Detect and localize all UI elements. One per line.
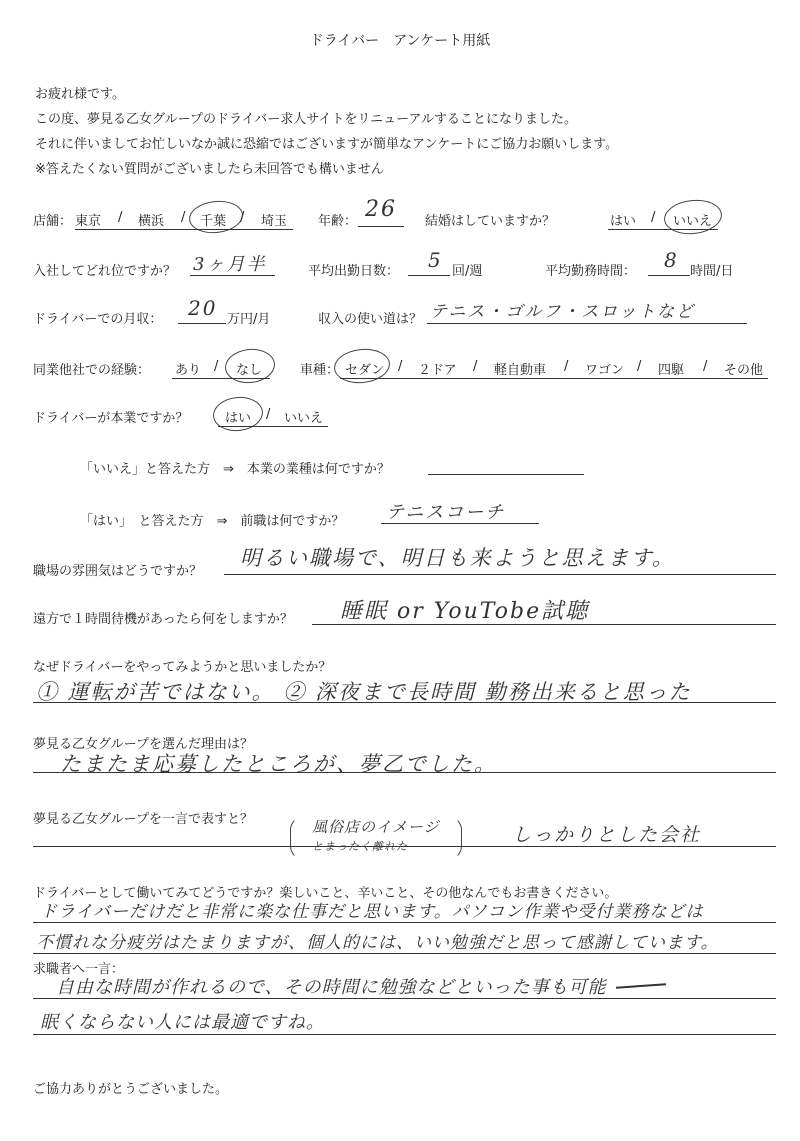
one-word-label: 夢見る乙女グループを一言で表すと？ — [33, 812, 253, 827]
underline — [75, 229, 293, 230]
car-sep: / — [564, 359, 569, 374]
store-option-yokohama[interactable]: 横浜 — [138, 214, 165, 229]
selected-circle — [211, 394, 264, 433]
main-job-option-yes[interactable]: はい — [225, 411, 252, 426]
days-underline — [408, 275, 450, 276]
atmosphere-underline — [224, 574, 776, 575]
experience-free-answer-1[interactable]: ドライバーだけだと非常に楽な仕事だと思います。パソコン作業や受付業務などは — [40, 902, 704, 922]
car-option-kei[interactable]: 軽自動車 — [494, 363, 547, 378]
income-unit: 万円/月 — [227, 312, 271, 327]
to-applicants-label: 求職者へ一言： — [33, 962, 125, 977]
intro-line-2: この度、夢見る乙女グループのドライバー求人サイトをリニューアルすることになりました。 — [35, 112, 577, 127]
car-option-wagon[interactable]: ワゴン — [585, 363, 625, 378]
underline — [218, 426, 328, 427]
store-option-saitama[interactable]: 埼玉 — [261, 214, 288, 229]
to-applicants-answer-1[interactable]: 自由な時間が作れるので、その時間に勉強などといった事も可能 — [56, 977, 607, 998]
car-sep: / — [473, 359, 478, 374]
experience-option-no[interactable]: なし — [236, 363, 263, 378]
one-word-underline — [33, 846, 776, 847]
usage-underline — [427, 323, 747, 324]
closing-text: ご協力ありがとうございました。 — [33, 1082, 229, 1097]
car-sep: / — [637, 359, 642, 374]
wait-answer[interactable]: 睡眠 or YouTobe試聴 — [340, 599, 590, 624]
usage-answer[interactable]: テニス・ゴルフ・スロットなど — [430, 302, 695, 322]
selected-circle — [662, 197, 723, 237]
experience-free-underline-2 — [33, 953, 776, 954]
experience-free-underline-1 — [33, 922, 776, 923]
if-yes-underline — [381, 523, 539, 524]
married-option-no[interactable]: いいえ — [673, 214, 713, 229]
to-applicants-underline-2 — [33, 1034, 776, 1035]
one-word-paren-line-1[interactable]: 風俗店のイメージ — [312, 818, 440, 836]
intro-line-4: ※答えたくない質問がございましたら未回答でも構いません — [35, 162, 384, 177]
store-label: 店舗： — [33, 214, 73, 229]
hours-label: 平均勤務時間： — [545, 264, 637, 279]
car-option-other[interactable]: その他 — [724, 363, 764, 378]
if-no-label: 「いいえ」と答えた方 ⇒ 本業の業種は何ですか？ — [80, 462, 390, 477]
to-applicants-answer-2[interactable]: 眠くならない人には最適ですね。 — [40, 1012, 325, 1033]
reason-answer[interactable]: たまたま応募したところが、夢乙でした。 — [60, 752, 497, 776]
one-word-answer[interactable]: しっかりとした会社 — [512, 824, 702, 846]
experience-option-yes[interactable]: あり — [175, 363, 202, 378]
main-job-sep: / — [266, 407, 271, 422]
store-sep: / — [240, 210, 245, 225]
store-option-tokyo[interactable]: 東京 — [75, 214, 102, 229]
main-job-label: ドライバーが本業ですか？ — [33, 411, 189, 426]
if-no-answer-line[interactable] — [428, 474, 584, 475]
usage-label: 収入の使い道は？ — [318, 312, 423, 327]
car-option-4wd[interactable]: 四駆 — [658, 363, 685, 378]
experience-free-answer-2[interactable]: 不慣れな分疲労はたまりますが、個人的には、いい勉強だと思って感謝しています。 — [36, 933, 719, 953]
intro-line-3: それに伴いましてお忙しいなか誠に恐縮ではございますが簡単なアンケートにご協力お願いします。 — [35, 137, 619, 152]
income-underline — [178, 323, 226, 324]
underline — [172, 378, 270, 379]
selected-circle — [332, 346, 391, 386]
hours-underline — [648, 275, 690, 276]
main-job-option-no[interactable]: いいえ — [284, 411, 324, 426]
income-answer[interactable]: 20 — [188, 296, 218, 320]
underline — [340, 378, 768, 379]
underline — [608, 229, 718, 230]
store-sep: / — [181, 210, 186, 225]
reason-underline — [33, 772, 776, 773]
experience-free-label: ドライバーとして働いてみてどうですか？楽しいこと、辛いこと、その他なんでもお書きください。 — [33, 886, 618, 901]
reason-label: 夢見る乙女グループを選んだ理由は？ — [33, 737, 253, 752]
married-option-yes[interactable]: はい — [610, 214, 637, 229]
hours-answer[interactable]: 8 — [664, 248, 679, 272]
atmosphere-answer[interactable]: 明るい職場で、明日も来ようと思えます。 — [240, 546, 675, 570]
wait-underline — [312, 624, 776, 625]
why-answer[interactable]: ① 運転が苦ではない。 ② 深夜まで長時間 勤務出来ると思った — [36, 680, 692, 704]
hours-unit: 時間/日 — [690, 264, 734, 279]
married-label: 結婚はしていますか？ — [425, 214, 556, 229]
car-option-sedan[interactable]: セダン — [345, 363, 385, 378]
if-yes-label: 「はい」 と答えた方 ⇒ 前職は何ですか？ — [80, 514, 345, 529]
car-sep: / — [703, 359, 708, 374]
survey-title: ドライバー アンケート用紙 — [309, 33, 491, 49]
store-option-chiba[interactable]: 千葉 — [200, 214, 227, 229]
age-underline — [358, 226, 404, 227]
if-yes-answer[interactable]: テニスコーチ — [386, 502, 506, 523]
why-underline — [33, 702, 776, 703]
car-option-2door[interactable]: ２ドア — [418, 363, 457, 378]
one-word-paren-line-2[interactable]: とまったく離れた — [312, 840, 408, 853]
selected-circle — [187, 198, 244, 235]
why-label: なぜドライバーをやってみようかと思いましたか？ — [33, 660, 332, 675]
days-unit: 回/週 — [452, 264, 483, 279]
car-sep: / — [398, 359, 403, 374]
experience-sep: / — [214, 359, 219, 374]
age-answer[interactable]: 26 — [365, 197, 397, 222]
tenure-label: 入社してどれ位ですか？ — [33, 264, 177, 279]
wait-label: 遠方で１時間待機があったら何をしますか？ — [33, 612, 293, 627]
age-label: 年齢： — [318, 214, 358, 229]
income-label: ドライバーでの月収： — [33, 312, 163, 327]
to-applicants-underline-1 — [33, 998, 776, 999]
tenure-answer[interactable]: 3ヶ月半 — [193, 254, 267, 275]
days-answer[interactable]: 5 — [428, 248, 443, 272]
intro-line-1: お疲れ様です。 — [35, 87, 125, 102]
atmosphere-label: 職場の雰囲気はどうですか？ — [33, 564, 203, 579]
strikethrough-scribble — [616, 983, 666, 988]
married-sep: / — [651, 210, 656, 225]
car-label: 車種： — [300, 363, 340, 378]
tenure-underline — [190, 275, 275, 276]
selected-circle — [223, 346, 276, 385]
experience-label: 同業他社での経験： — [33, 363, 151, 378]
store-sep: / — [118, 210, 123, 225]
days-label: 平均出勤日数： — [308, 264, 400, 279]
